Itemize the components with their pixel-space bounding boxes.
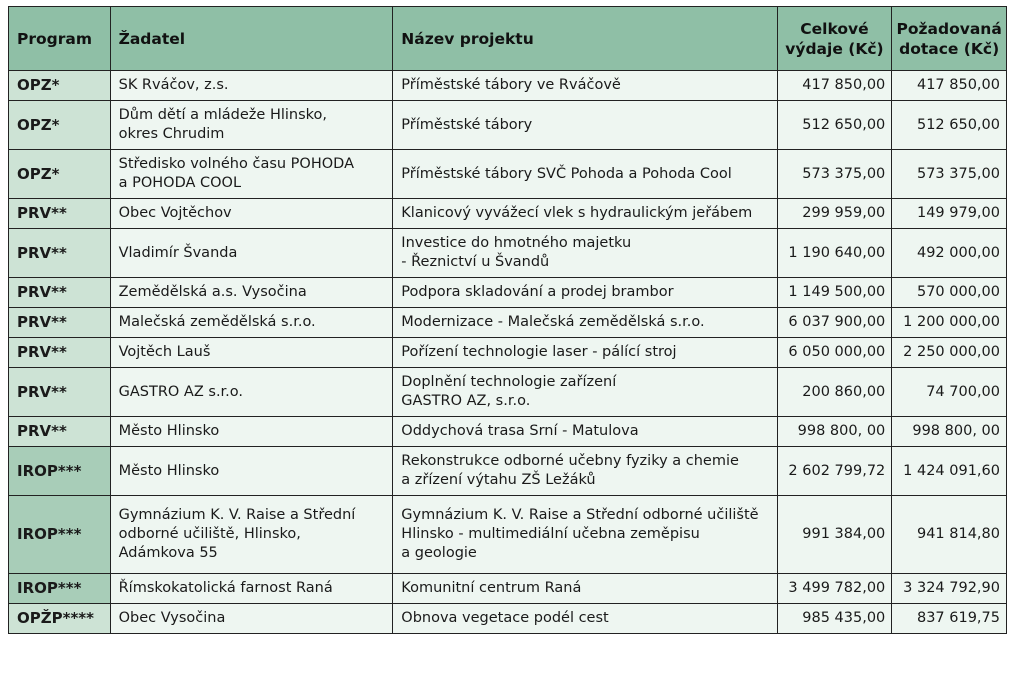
nazev-line: Komunitní centrum Raná (401, 580, 582, 596)
cell-zadatel (110, 338, 393, 368)
cell-program: IROP*** (9, 447, 111, 496)
table-row (9, 150, 1007, 199)
header-row (9, 7, 1007, 71)
table-row (9, 338, 1007, 368)
cell-zadatel (110, 447, 393, 496)
nazev-line: a geologie (401, 545, 477, 561)
cell-celkove: 573 375,00 (777, 150, 892, 199)
cell-celkove: 2 602 799,72 (777, 447, 892, 496)
zadatel-line: Vladimír Švanda (118, 244, 238, 261)
nazev-line: Podpora skladování a prodej brambor (401, 284, 674, 300)
table-row (9, 101, 1007, 150)
cell-program: OPZ* (9, 150, 111, 199)
cell-celkove: 200 860,00 (777, 368, 892, 417)
header-nazev: Název projektu (393, 7, 777, 71)
cell-program: PRV** (9, 278, 111, 308)
table-row (9, 496, 1007, 574)
cell-nazev (393, 229, 777, 278)
zadatel-line: Vojtěch Lauš (118, 344, 211, 360)
cell-zadatel (110, 308, 393, 338)
table-row (9, 229, 1007, 278)
cell-celkove: 299 959,00 (777, 199, 892, 229)
cell-zadatel (110, 71, 393, 101)
cell-dotace: 998 800, 00 (892, 417, 1007, 447)
nazev-line: Oddychová trasa Srní - Matulova (401, 423, 639, 439)
cell-celkove: 512 650,00 (777, 101, 892, 150)
table-row (9, 71, 1007, 101)
cell-zadatel (110, 199, 393, 229)
zadatel-line: Obec Vysočina (118, 610, 226, 626)
cell-nazev (393, 574, 777, 604)
cell-zadatel (110, 368, 393, 417)
cell-dotace: 941 814,80 (892, 496, 1007, 574)
nazev-line: a zřízení výtahu ZŠ Ležáků (401, 472, 596, 488)
cell-program: PRV** (9, 338, 111, 368)
cell-dotace: 74 700,00 (892, 368, 1007, 417)
cell-nazev (393, 604, 777, 634)
cell-celkove: 6 050 000,00 (777, 338, 892, 368)
cell-nazev (393, 496, 777, 574)
zadatel-line: Zemědělská a.s. Vysočina (118, 284, 307, 300)
cell-program: PRV** (9, 308, 111, 338)
header-zadatel: Žadatel (110, 7, 393, 71)
cell-program: OPZ* (9, 101, 111, 150)
cell-nazev (393, 368, 777, 417)
nazev-line: Pořízení technologie laser - pálící stroj (401, 344, 677, 360)
cell-celkove: 1 190 640,00 (777, 229, 892, 278)
nazev-line: Investice do hmotného majetku (401, 235, 632, 251)
cell-nazev (393, 150, 777, 199)
table-row (9, 368, 1007, 417)
header-dotace (892, 7, 1007, 71)
zadatel-line: Malečská zemědělská s.r.o. (118, 314, 316, 330)
cell-celkove: 6 037 900,00 (777, 308, 892, 338)
zadatel-line: SK Rváčov, z.s. (118, 77, 229, 93)
cell-program: PRV** (9, 199, 111, 229)
cell-nazev (393, 417, 777, 447)
cell-dotace: 417 850,00 (892, 71, 1007, 101)
cell-celkove: 3 499 782,00 (777, 574, 892, 604)
table-row (9, 574, 1007, 604)
zadatel-line: Adámkova 55 (118, 545, 218, 561)
header-dotace-line1: Požadovaná (896, 19, 1002, 38)
zadatel-line: Dům dětí a mládeže Hlinsko, (118, 107, 328, 123)
cell-program: PRV** (9, 229, 111, 278)
cell-dotace: 573 375,00 (892, 150, 1007, 199)
cell-dotace: 1 424 091,60 (892, 447, 1007, 496)
cell-celkove: 417 850,00 (777, 71, 892, 101)
cell-nazev (393, 71, 777, 101)
nazev-line: Příměstské tábory SVČ Pohoda a Pohoda Cool (401, 165, 732, 182)
cell-nazev (393, 101, 777, 150)
nazev-line: Hlinsko - multimediální učebna zeměpisu (401, 526, 700, 542)
cell-program: IROP*** (9, 574, 111, 604)
table-row (9, 447, 1007, 496)
cell-program: OPZ* (9, 71, 111, 101)
nazev-line: Gymnázium K. V. Raise a Střední odborné učiliště (401, 507, 759, 523)
cell-zadatel (110, 417, 393, 447)
nazev-line: Rekonstrukce odborné učebny fyziky a chemie (401, 453, 739, 469)
cell-zadatel (110, 101, 393, 150)
header-program: Program (9, 7, 111, 71)
cell-dotace: 149 979,00 (892, 199, 1007, 229)
cell-nazev (393, 308, 777, 338)
table-row (9, 604, 1007, 634)
nazev-line: Příměstské tábory ve Rváčově (401, 77, 621, 93)
cell-celkove: 985 435,00 (777, 604, 892, 634)
nazev-line: GASTRO AZ, s.r.o. (401, 393, 531, 409)
cell-dotace: 492 000,00 (892, 229, 1007, 278)
zadatel-line: Středisko volného času POHODA (118, 156, 354, 172)
cell-dotace: 512 650,00 (892, 101, 1007, 150)
nazev-line: Modernizace - Malečská zemědělská s.r.o. (401, 314, 705, 330)
nazev-line: - Řeznictví u Švandů (401, 254, 550, 270)
table-row (9, 199, 1007, 229)
grants-table (8, 6, 1007, 634)
cell-celkove: 1 149 500,00 (777, 278, 892, 308)
cell-program: IROP*** (9, 496, 111, 574)
cell-dotace: 1 200 000,00 (892, 308, 1007, 338)
zadatel-line: okres Chrudim (118, 126, 225, 142)
zadatel-line: Obec Vojtěchov (118, 205, 232, 221)
table-row (9, 308, 1007, 338)
zadatel-line: Město Hlinsko (118, 423, 220, 439)
cell-celkove: 991 384,00 (777, 496, 892, 574)
cell-program: PRV** (9, 417, 111, 447)
cell-zadatel (110, 229, 393, 278)
cell-nazev (393, 199, 777, 229)
table-body (9, 71, 1007, 634)
cell-zadatel (110, 604, 393, 634)
nazev-line: Klanicový vyvážecí vlek s hydraulickým jeřábem (401, 205, 753, 221)
zadatel-line: Gymnázium K. V. Raise a Střední (118, 507, 356, 523)
nazev-line: Doplnění technologie zařízení (401, 374, 617, 390)
cell-zadatel (110, 150, 393, 199)
header-dotace-line2: dotace (Kč) (899, 39, 1000, 58)
cell-nazev (393, 447, 777, 496)
zadatel-line: a POHODA COOL (118, 175, 242, 191)
zadatel-line: Město Hlinsko (118, 462, 220, 479)
cell-celkove: 998 800, 00 (777, 417, 892, 447)
table-row (9, 278, 1007, 308)
cell-zadatel (110, 574, 393, 604)
cell-dotace: 837 619,75 (892, 604, 1007, 634)
cell-nazev (393, 338, 777, 368)
zadatel-line: odborné učiliště, Hlinsko, (118, 526, 301, 542)
nazev-line: Obnova vegetace podél cest (401, 610, 609, 626)
cell-nazev (393, 278, 777, 308)
cell-dotace: 3 324 792,90 (892, 574, 1007, 604)
cell-program: PRV** (9, 368, 111, 417)
cell-dotace: 570 000,00 (892, 278, 1007, 308)
table-row (9, 417, 1007, 447)
cell-zadatel (110, 278, 393, 308)
header-celkove (777, 7, 892, 71)
header-celkove-line1: Celkové (800, 19, 869, 38)
cell-program: OPŽP**** (9, 604, 111, 634)
nazev-line: Příměstské tábory (401, 116, 533, 133)
header-celkove-line2: výdaje (Kč) (785, 39, 884, 58)
cell-dotace: 2 250 000,00 (892, 338, 1007, 368)
cell-zadatel (110, 496, 393, 574)
zadatel-line: Římskokatolická farnost Raná (118, 580, 333, 596)
zadatel-line: GASTRO AZ s.r.o. (118, 383, 244, 400)
